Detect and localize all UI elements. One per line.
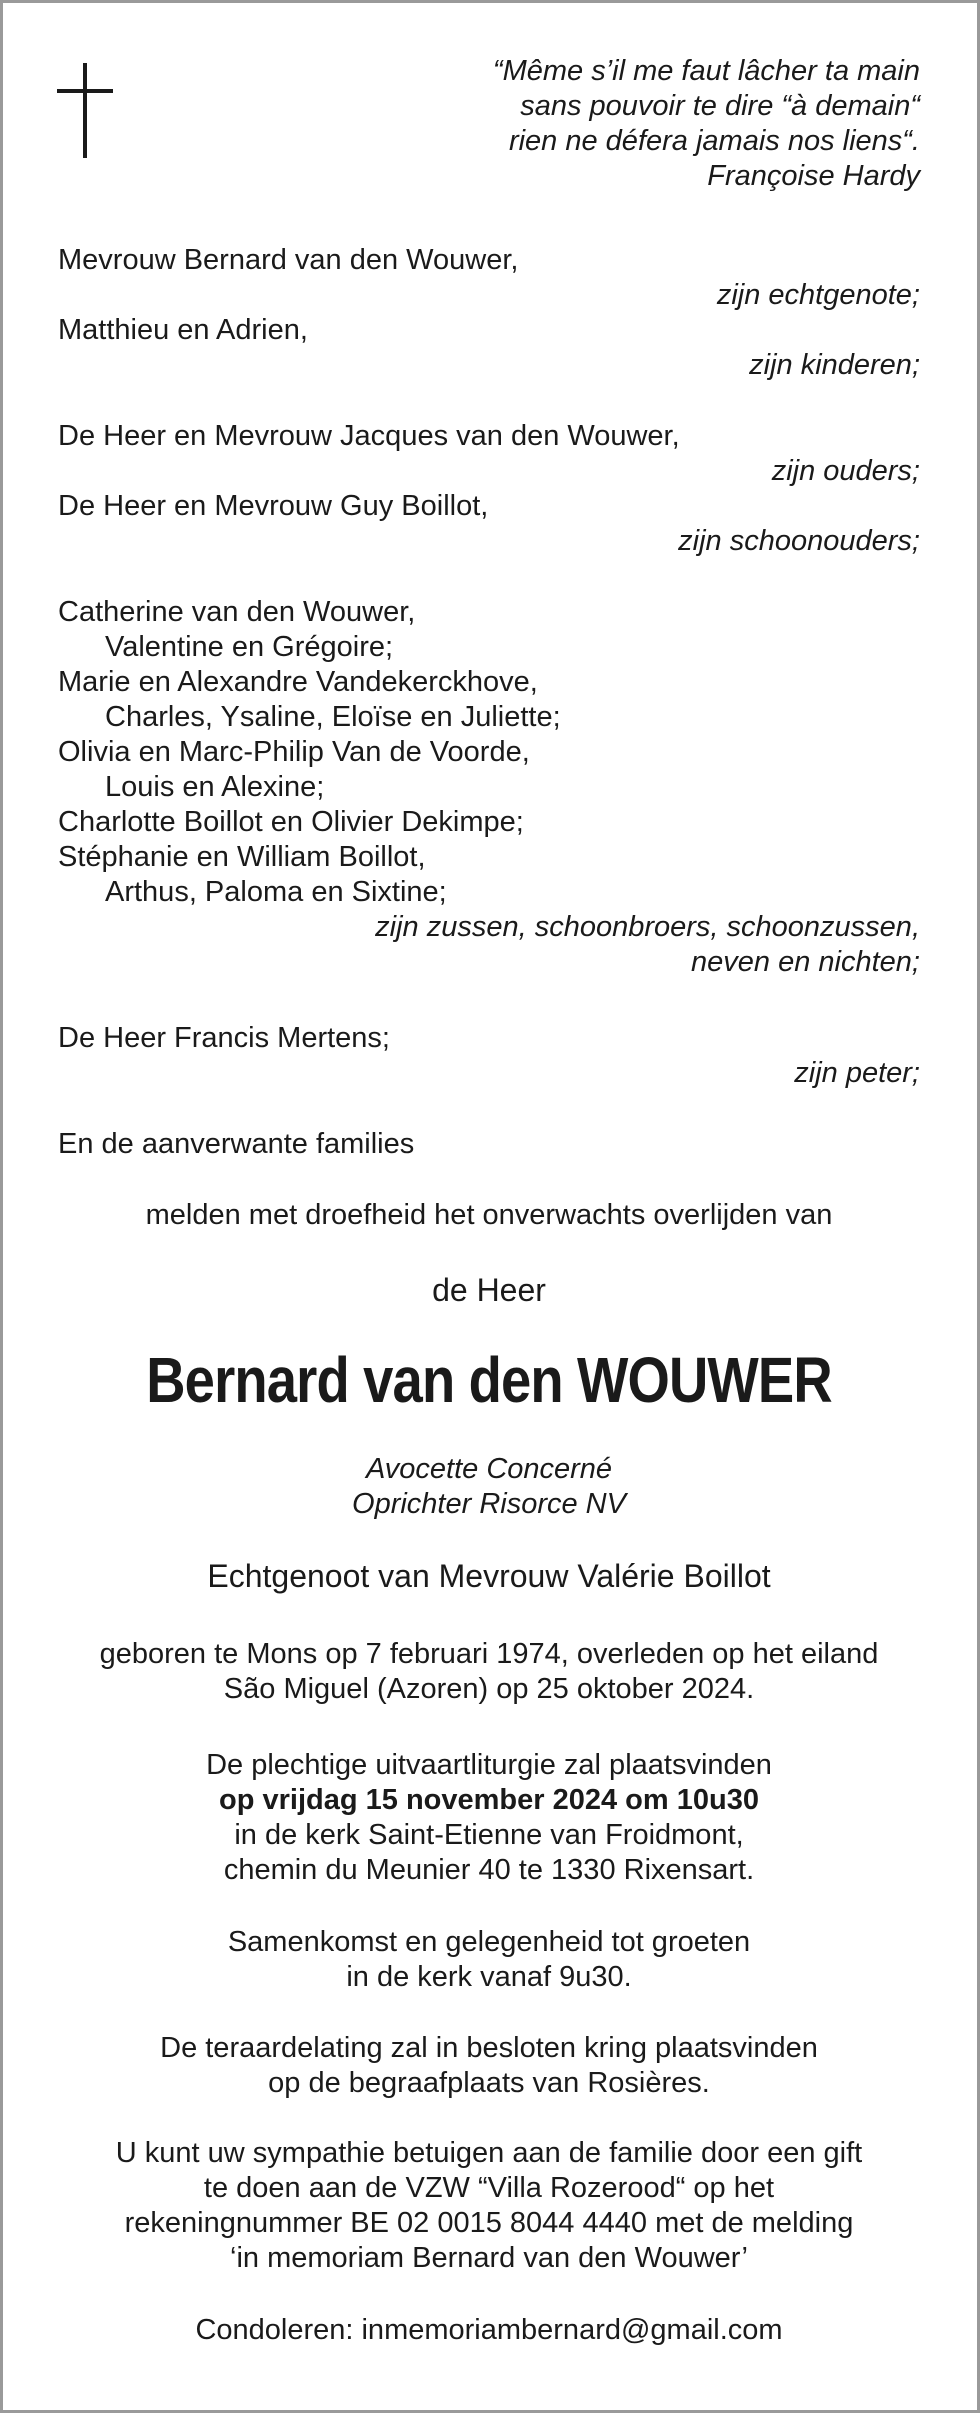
donation-line: ‘in memoriam Bernard van den Wouwer’ <box>230 2242 748 2274</box>
children-names: Matthieu en Adrien, <box>58 314 308 346</box>
honorific <box>58 1273 920 1308</box>
sibling-line: Valentine en Grégoire; <box>105 631 394 663</box>
children-relation: zijn kinderen; <box>749 349 920 381</box>
parents-relation: zijn ouders; <box>771 455 920 487</box>
funeral-location: in de kerk Saint-Etienne van Froidmont, <box>234 1819 744 1851</box>
burial-line: op de begraafplaats van Rosières. <box>268 2067 710 2099</box>
family-spouse-children <box>58 243 920 383</box>
birth-death-line: geboren te Mons op 7 februari 1974, overleden op het eiland <box>99 1638 879 1670</box>
gathering-line: Samenkomst en gelegenheid tot groeten <box>227 1926 751 1958</box>
siblings-relation: neven en nichten; <box>691 946 920 978</box>
godfather-name: De Heer Francis Mertens; <box>58 1022 390 1054</box>
title-line: Oprichter Risorce NV <box>352 1488 626 1520</box>
deceased-name <box>58 1345 920 1415</box>
sibling-line: Arthus, Paloma en Sixtine; <box>105 876 447 908</box>
spouse-line <box>58 1559 920 1594</box>
spouse-line-text: Echtgenoot van Mevrouw Valérie Boillot <box>207 1558 771 1594</box>
quote-line: sans pouvoir te dire “à demain“ <box>520 90 920 122</box>
funeral-location: chemin du Meunier 40 te 1330 Rixensart. <box>223 1854 755 1886</box>
family-siblings <box>58 595 920 980</box>
parents-name: De Heer en Mevrouw Jacques van den Wouwer, <box>58 420 680 452</box>
sibling-line: Charlotte Boillot en Olivier Dekimpe; <box>58 806 524 838</box>
funeral-datetime: op vrijdag 15 november 2024 om 10u30 <box>219 1784 759 1816</box>
birth-death-line: São Miguel (Azoren) op 25 oktober 2024. <box>223 1673 755 1705</box>
sibling-line: Charles, Ysaline, Eloïse en Juliette; <box>105 701 561 733</box>
epigraph-quote <box>493 54 920 194</box>
gathering-line: in de kerk vanaf 9u30. <box>346 1961 632 1993</box>
quote-line: “Même s’il me faut lâcher ta main <box>492 55 920 87</box>
spouse-relation: zijn echtgenote; <box>716 279 920 311</box>
condolences-text: Condoleren: inmemoriambernard@gmail.com <box>195 2314 783 2346</box>
condolences <box>58 2313 920 2348</box>
donation-line: te doen aan de VZW “Villa Rozerood“ op het <box>203 2172 775 2204</box>
quote-author: Françoise Hardy <box>707 160 920 192</box>
honorific-text: de Heer <box>432 1272 546 1308</box>
spouse-name: Mevrouw Bernard van den Wouwer, <box>58 244 519 276</box>
title-line: Avocette Concerné <box>365 1453 613 1485</box>
quote-line: rien ne défera jamais nos liens“. <box>508 125 920 157</box>
funeral-intro: De plechtige uitvaartliturgie zal plaatsvinden <box>206 1749 772 1781</box>
extended-family-text: En de aanverwante families <box>58 1128 415 1160</box>
announcement-text: melden met droefheid het onverwachts overlijden van <box>145 1199 833 1231</box>
donation-line: rekeningnummer BE 02 0015 8044 4440 met de melding <box>124 2207 854 2239</box>
birth-death <box>58 1637 920 1707</box>
donation-line: U kunt uw sympathie betuigen aan de familie door een gift <box>115 2137 863 2169</box>
burial-line: De teraardelating zal in besloten kring plaatsvinden <box>160 2032 818 2064</box>
godfather-relation: zijn peter; <box>794 1057 920 1089</box>
donation <box>58 2136 920 2276</box>
family-parents <box>58 419 920 559</box>
in-laws-name: De Heer en Mevrouw Guy Boillot, <box>58 490 489 522</box>
sibling-line: Marie en Alexandre Vandekerckhove, <box>58 666 538 698</box>
sibling-line: Olivia en Marc-Philip Van de Voorde, <box>58 736 530 768</box>
family-godfather <box>58 1021 920 1091</box>
extended-family <box>58 1127 920 1162</box>
cross-icon <box>57 63 113 163</box>
gathering <box>58 1925 920 1995</box>
burial <box>58 2031 920 2101</box>
announcement <box>58 1198 920 1233</box>
in-laws-relation: zijn schoonouders; <box>678 525 920 557</box>
deceased-name-text: Bernard van den WOUWER <box>146 1344 832 1416</box>
sibling-line: Louis en Alexine; <box>105 771 325 803</box>
funeral-details <box>58 1748 920 1888</box>
sibling-line: Catherine van den Wouwer, <box>58 596 416 628</box>
deceased-titles <box>58 1452 920 1522</box>
siblings-relation: zijn zussen, schoonbroers, schoonzussen, <box>375 911 920 943</box>
sibling-line: Stéphanie en William Boillot, <box>58 841 426 873</box>
